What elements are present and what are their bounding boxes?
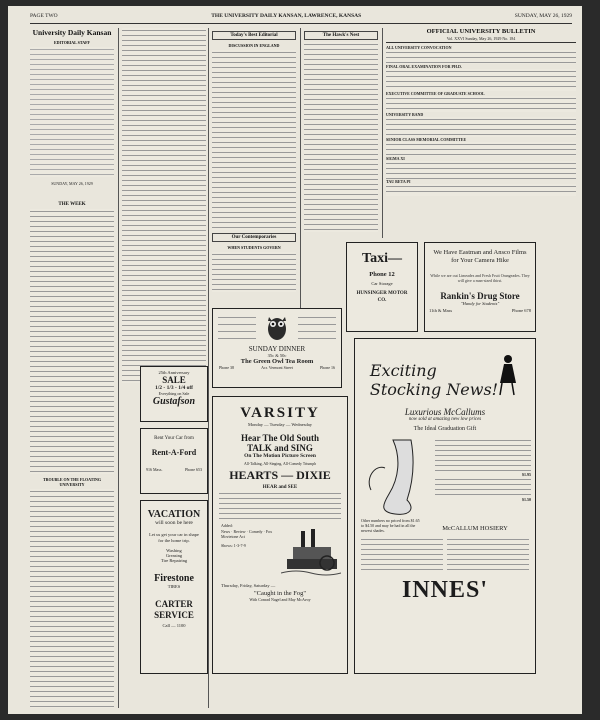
rankins-films-line: We Have Eastman and Ansco Films for Your Camera Hike <box>433 249 527 264</box>
taxi-ad <box>346 242 418 332</box>
innes-note: Other numbers no priced from $1.65 to $4.50 and may be had in all the newest shades. <box>361 518 420 533</box>
taxi-company: HUNSINGER MOTOR CO. <box>356 291 408 303</box>
bulletin-item-1-title: ALL UNIVERSITY CONVOCATION <box>386 45 452 50</box>
vacation-item-2: Greasing <box>165 553 183 558</box>
column-2-text <box>122 28 206 383</box>
varsity-next-cast: With Conrad Nagel and May McAvoy <box>249 597 311 602</box>
rent-a-ford-address: 916 Mass. <box>146 467 163 472</box>
bulletin-item-6-title: SIGMA XI <box>386 156 405 161</box>
rankins-address: 11th & Mass <box>429 308 453 313</box>
varsity-title: VARSITY <box>240 405 320 421</box>
bulletin-item-4 <box>386 112 576 137</box>
rent-a-ford-line1: Rent Your Car from <box>154 436 194 441</box>
innes-price-text-1 <box>435 438 531 472</box>
rent-a-ford-footer <box>141 467 207 472</box>
green-owl-name: The Green Owl Tea Room <box>240 358 314 365</box>
column-2 <box>122 28 206 388</box>
gustafson-ad <box>140 366 208 422</box>
gustafson-anniversary: 25th Anniversary <box>158 370 190 375</box>
best-editorial-heading: Today's Best Editorial <box>212 31 296 40</box>
varsity-talk: TALK and SING <box>247 443 313 453</box>
carter-service-name: CARTER SERVICE <box>154 599 194 620</box>
varsity-hear-see: HEAR and SEE <box>262 485 298 490</box>
green-owl-phone-left: Phone 38 <box>219 365 234 370</box>
taxi-storage: Car Storage <box>371 281 393 286</box>
varsity-shows: Shows: 1-3-7-9 <box>221 542 246 548</box>
green-owl-ad <box>212 308 342 388</box>
column-4 <box>304 28 378 238</box>
innes-mid <box>355 438 535 518</box>
carter-phone: Call — 1100 <box>162 623 186 628</box>
column-rule-1 <box>118 28 119 708</box>
lady-figure-icon <box>494 353 520 397</box>
varsity-added-title: Added: <box>221 523 233 528</box>
column-rule-2 <box>208 28 209 708</box>
innes-gift: The Ideal Graduation Gift <box>413 426 477 432</box>
trouble-heading: TROUBLE ON THE FLOATING UNIVERSITY <box>43 477 101 487</box>
green-owl-price: 35c & 50c <box>267 353 287 358</box>
innes-store-name: INNES' <box>401 577 489 603</box>
issue-date: SUNDAY, MAY 26, 1929 <box>514 13 572 19</box>
innes-price-1: $1.95 <box>522 472 531 477</box>
rankins-footer <box>429 308 531 313</box>
gustafson-sub: Everything on Sale <box>158 391 190 396</box>
firestone-tires: TIRES <box>167 584 181 589</box>
gustafson-fractions: 1/2 - 1/3 - 1/4 off <box>154 385 194 391</box>
riverboat-illustration-icon <box>281 523 341 579</box>
vacation-title: VACATION <box>147 509 201 520</box>
rankins-phone: Phone 678 <box>511 308 531 313</box>
green-owl-top <box>213 313 341 341</box>
innes-price-2: $1.50 <box>522 497 531 502</box>
innes-lower <box>355 518 535 533</box>
innes-title-1: Exciting <box>369 361 437 380</box>
rankins-limeade-line: While we are out Limeades and Fresh Fruit Orangeades. They will give a man-sized thirst. <box>430 273 530 283</box>
innes-script: Luxurious McCallums <box>404 407 486 417</box>
bulletin-item-4-title: UNIVERSITY BAND <box>386 112 424 117</box>
vacation-line2: Let us get your car in shape for the home trip. <box>149 532 199 543</box>
masthead-title: University Daily Kansan <box>32 28 112 37</box>
rankins-ad <box>424 242 536 332</box>
owl-icon <box>266 313 288 341</box>
rent-a-ford-name: Rent-A-Ford <box>151 448 197 457</box>
gustafson-sale: SALE <box>162 375 186 385</box>
varsity-hear: Hear The Old South <box>241 433 319 443</box>
column-3 <box>212 28 296 303</box>
green-owl-hours-right <box>298 314 336 340</box>
vacation-line1: will soon be here <box>155 520 193 526</box>
varsity-added: News · Review · Comedy · Fox Movietone Act <box>221 528 273 539</box>
official-bulletin <box>386 28 576 238</box>
rankins-slogan: "Handy for Students" <box>460 301 500 306</box>
varsity-subtitle: All-Talking, All-Singing, All-Comedy Triumph <box>244 462 316 466</box>
varsity-lower <box>213 523 347 579</box>
column-rule-3 <box>300 28 301 308</box>
page-header <box>30 13 572 23</box>
trouble-text <box>30 489 114 708</box>
innes-stocking-ad <box>354 338 536 674</box>
varsity-next: "Caught in the Fog" <box>253 590 307 597</box>
firestone-brand: Firestone <box>154 573 194 584</box>
innes-text-right <box>447 537 529 571</box>
bulletin-item-1 <box>386 45 576 64</box>
stocking-leg-illustration-icon <box>355 438 435 518</box>
page-number: PAGE TWO <box>30 13 58 19</box>
column-1 <box>30 28 114 708</box>
bulletin-item-7 <box>386 179 576 196</box>
bulletin-volume: Vol. XXVI Sunday, May 26, 1929 No. 184 <box>386 36 576 43</box>
paper-title: THE UNIVERSITY DAILY KANSAN, LAWRENCE, KANSAS <box>211 13 362 19</box>
varsity-added-block <box>213 523 281 579</box>
masthead-date: SUNDAY, MAY 26, 1929 <box>51 181 93 186</box>
bulletin-item-6 <box>386 156 576 179</box>
rent-a-ford-phone: Phone 653 <box>185 467 202 472</box>
green-owl-address: Acr. Vermont Street <box>261 365 293 370</box>
bulletin-title: OFFICIAL UNIVERSITY BULLETIN <box>426 28 536 35</box>
green-owl-footer <box>213 365 341 370</box>
hawks-nest-heading: The Hawk's Nest <box>304 31 378 40</box>
masthead-staff-heading: EDITORIAL STAFF <box>54 40 90 45</box>
innes-hosiery: McCALLUM HOSIERY <box>442 525 508 532</box>
column-rule-4 <box>382 28 383 238</box>
the-week-heading: THE WEEK <box>58 202 86 207</box>
innes-price-text-2 <box>435 477 531 497</box>
hawks-nest-text <box>304 42 378 232</box>
gustafson-name: Gustafson <box>152 396 196 407</box>
bulletin-item-3-title: EXECUTIVE COMMITTEE OF GRADUATE SCHOOL <box>386 91 485 96</box>
masthead-staff-list <box>30 47 114 177</box>
varsity-days: Monday — Tuesday — Wednesday <box>247 422 313 427</box>
green-owl-phone-right: Phone 16 <box>320 365 335 370</box>
contemporaries-heading: Our Contemporaries <box>212 233 296 242</box>
innes-price-block <box>435 438 535 518</box>
bulletin-item-5 <box>386 137 576 156</box>
varsity-on-screen: On The Motion Picture Screen <box>244 453 316 459</box>
innes-headline <box>355 361 535 399</box>
taxi-title: Taxi— <box>362 251 402 266</box>
rent-a-ford-ad <box>140 428 208 494</box>
header-rule <box>30 23 572 24</box>
bulletin-item-2-title: FINAL ORAL EXAMINATION FOR PH.D. <box>386 64 462 69</box>
bulletin-item-2 <box>386 64 576 91</box>
students-govern-heading: WHEN STUDENTS GOVERN <box>227 245 281 250</box>
vacation-item-3: Tire Repairing <box>160 558 188 563</box>
innes-subscript: now sold at amazing new low prices <box>408 417 482 422</box>
varsity-ad <box>212 396 348 674</box>
bulletin-item-3 <box>386 91 576 112</box>
vacation-item-1: Washing <box>166 548 182 553</box>
innes-title-2: Stocking News! <box>369 380 499 399</box>
varsity-feature-list <box>219 491 341 521</box>
varsity-picture: HEARTS — DIXIE <box>229 468 331 482</box>
newspaper-page <box>8 6 582 714</box>
varsity-thursday: Thursday, Friday, Saturday — <box>221 583 276 588</box>
green-owl-dinner: SUNDAY DINNER <box>248 345 306 353</box>
innes-text-row <box>355 533 535 571</box>
the-week-text <box>30 209 114 474</box>
rankins-name: Rankin's Drug Store <box>440 291 520 301</box>
bulletin-item-7-title: TAU BETA PI <box>386 179 411 184</box>
innes-text-left <box>361 537 443 571</box>
column-3b-text <box>212 252 296 292</box>
bulletin-item-5-title: SENIOR CLASS MEMORIAL COMMITTEE <box>386 137 467 142</box>
green-owl-hours-left <box>218 314 256 340</box>
carter-service-ad <box>140 500 208 674</box>
taxi-phone: Phone 12 <box>369 271 395 278</box>
column-3-text <box>212 50 296 230</box>
discussion-heading: DISCUSSION IN ENGLAND <box>228 43 280 48</box>
